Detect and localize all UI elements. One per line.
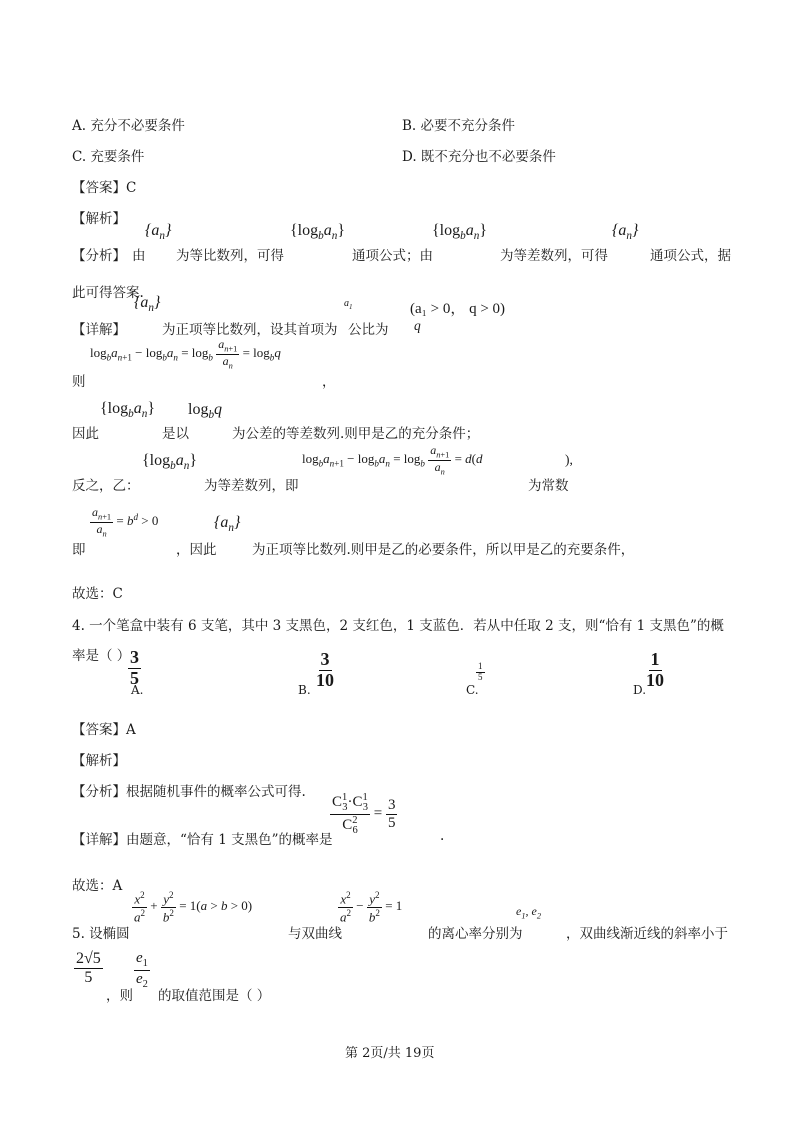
math-e-ratio: $\frac{e_1}{e_2}$: [136, 950, 148, 990]
opt-d-den: 10: [646, 669, 664, 690]
opt-c-den: 5: [478, 671, 483, 682]
math-condition: (a₁ > 0， q > 0): [410, 301, 506, 317]
math-log-set: $\{\log_ba_n\}$: [100, 400, 155, 421]
answer-line-q4: [72, 718, 136, 738]
answer-value: C: [126, 180, 137, 196]
guxuan-q3: 故选：C: [72, 586, 123, 602]
q4-option-c: [476, 662, 485, 683]
xiangjie-text-2: 公比为: [348, 322, 389, 338]
comma: ，: [322, 374, 336, 390]
opt-b-den: 10: [316, 669, 334, 690]
q5-stem-2: 与双曲线: [288, 926, 342, 942]
fenxi-text-2: 为等比数列，可得: [176, 248, 284, 264]
answer-label: 【答案】: [72, 180, 126, 196]
opt-c-num: 1: [478, 661, 483, 671]
shiyi-text: 是以: [162, 426, 189, 442]
math-an-set: $\{a_n\}$: [134, 294, 161, 315]
math-probability: $\frac{C^1_3\cdot C^1_3}{C^2_6}$ = $\frac{3}{5}$: [332, 792, 396, 836]
math-log-set: $\{\log_ba_n\}$: [432, 222, 487, 243]
changshu-text: 为常数: [528, 478, 569, 494]
fenxi-text-4: 为等差数列，可得: [500, 248, 608, 264]
xiangjie-label: 【详解】: [72, 322, 126, 338]
math-q: q: [414, 318, 421, 333]
q5-stem-3: 的离心率分别为: [428, 926, 523, 942]
q5-stem-4: ，双曲线渐近线的斜率小于: [566, 926, 728, 942]
math-an-set: $\{a_n\}$: [214, 514, 241, 535]
math-e1e2: $e_1$, $e_2$: [516, 904, 542, 921]
guxuan-q4: 故选：A: [72, 878, 123, 894]
option-d: D. 既不充分也不必要条件: [402, 149, 556, 165]
gongcha-text: 为公差的等差数列.则甲是乙的充分条件；: [232, 426, 480, 442]
fenxi-text-6: 此可得答案.: [72, 285, 144, 301]
fenxi-line-q4: [72, 780, 306, 800]
opt-a-num: 3: [130, 647, 139, 667]
xiangjie-label-q4: 【详解】: [72, 832, 126, 848]
fenxi-text-1: 由: [132, 248, 146, 264]
math-a1: $a_1$: [344, 298, 353, 311]
q5-stem-5: ，则: [106, 988, 133, 1004]
q5-stem-6: 的取值范围是（ ）: [158, 988, 271, 1004]
q4-option-d: [644, 650, 666, 691]
math-log-set: $\{\log_ba_n\}$: [142, 452, 197, 473]
q5-stem-1: 5. 设椭圆: [72, 926, 130, 942]
option-a: A. 充分不必要条件: [72, 118, 185, 134]
math-log-ratio: $\log_ba_{n+1} - \log_ba_n = \log_b$ $\frac{a_{n+1}}{a_n}$ = $\log_bq$: [90, 337, 281, 371]
math-log-set: $\{\log_ba_n\}$: [290, 222, 345, 243]
math-logq: $\log_bq$: [188, 401, 223, 422]
option-b: B. 必要不充分条件: [402, 118, 516, 134]
opt-d-num: 1: [650, 649, 660, 669]
xiangjie-text-1: 为正项等比数列，设其首项为: [162, 322, 338, 338]
q4-opt-d-letter: D.: [633, 683, 647, 697]
q4-opt-b-letter: B.: [298, 683, 311, 697]
answer-value: A: [126, 722, 136, 738]
q4-stem-1: 4. 一个笔盒中装有 6 支笔，其中 3 支黑色，2 支红色，1 支蓝色．若从中任取 2 支，则“恰有 1 支黑色”的概: [72, 618, 724, 634]
q4-opt-a-letter: A.: [131, 683, 144, 697]
math-log-diff: $\log_ba_{n+1} - \log_ba_n = \log_b$ $\frac{a_{n+1}}{a_n}$ = d(d: [302, 443, 483, 477]
fenxi-label: 【分析】: [72, 248, 126, 264]
fanzhi-text: 反之，乙：: [72, 478, 140, 494]
q4-opt-c-letter: C.: [466, 683, 479, 697]
yinci2-text: ，因此: [176, 542, 217, 558]
fenxi-text: 根据随机事件的概率公式可得.: [126, 784, 306, 800]
q4-option-b: [314, 650, 336, 691]
fenxi-label: 【分析】: [72, 784, 126, 800]
bizhi-text: 为正项等比数列.则甲是乙的必要条件，所以甲是乙的充要条件，: [252, 542, 635, 558]
xiangjie-text-q4: 由题意，“恰有 1 支黑色”的概率是: [126, 832, 333, 848]
math-an-set: $\{a_n\}$: [612, 222, 639, 243]
ze-text: 则: [72, 374, 86, 390]
math-paren: ),: [565, 452, 573, 467]
math-hyperbola: $\frac{x^2}{a^2}$ − $\frac{y^2}{b^2}$ = 1: [340, 890, 403, 924]
jiexi-label: 【解析】: [72, 211, 126, 227]
ji-text: 即: [72, 542, 86, 558]
math-an-set: $\{a_n\}$: [145, 222, 172, 243]
math-ratio-bd: $\frac{a_{n+1}}{a_n}$ = $b^d > 0$: [92, 505, 159, 539]
dengcha-text: 为等差数列，即: [204, 478, 299, 494]
fenxi-text-5: 通项公式，据: [650, 248, 731, 264]
jiexi-label-q4: 【解析】: [72, 753, 126, 769]
answer-label: 【答案】: [72, 722, 126, 738]
math-slope-bound: $\frac{2√5}{5}$: [76, 950, 101, 986]
option-c: C. 充要条件: [72, 149, 145, 165]
math-ellipse: $\frac{x^2}{a^2}$ + $\frac{y^2}{b^2}$ = 1(a > b > 0): [134, 890, 253, 924]
opt-b-num: 3: [320, 649, 330, 669]
period: .: [440, 828, 445, 844]
q4-stem-2: 率是（ ）: [72, 648, 131, 664]
answer-line: [72, 176, 136, 196]
yinci-text: 因此: [72, 426, 99, 442]
fenxi-text-3: 通项公式；由: [352, 248, 433, 264]
page-footer: 第 2页/共 19页: [345, 1046, 435, 1061]
opt-a-den: 5: [130, 667, 139, 688]
